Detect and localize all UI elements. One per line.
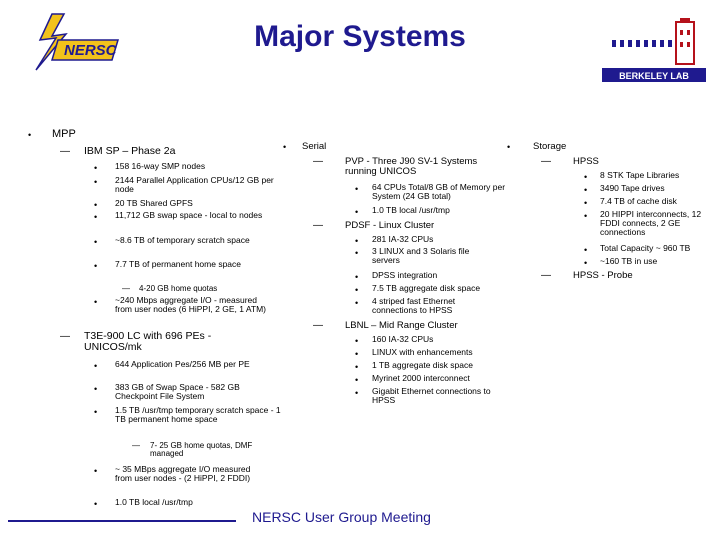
list-item: 8 STK Tape Libraries (600, 170, 680, 180)
list-item: 4 striped fast Ethernet connections to HPSS (372, 296, 456, 315)
footer-rule (8, 520, 236, 522)
bullet: • (584, 211, 588, 221)
bullet: • (355, 236, 359, 246)
list-item: 281 IA-32 CPUs (372, 234, 434, 244)
list-item: 644 Application Pes/256 MB per PE (115, 359, 250, 369)
bullet: • (94, 361, 98, 371)
bullet: • (355, 207, 359, 217)
storage-heading: Storage (533, 141, 567, 152)
list-item: 4-20 GB home quotas (139, 284, 218, 293)
berkeley-lab-text: BERKELEY LAB (619, 71, 689, 81)
bullet: • (94, 163, 98, 173)
list-item: 7.7 TB of permanent home space (115, 259, 242, 269)
bullet: • (584, 185, 588, 195)
hpss-probe-heading: HPSS - Probe (573, 270, 633, 281)
list-item: 11,712 GB swap space - local to nodes (115, 210, 263, 220)
bullet: • (283, 142, 287, 152)
bullet: • (355, 349, 359, 359)
bullet: • (355, 298, 359, 308)
list-item: ~ 35 MBps aggregate I/O measured from user nodes - (2 HiPPI, 2 FDDI) (115, 464, 251, 483)
bullet: • (28, 130, 32, 140)
list-item: Gigabit Ethernet connections to HPSS (372, 386, 491, 405)
bullet: • (94, 261, 98, 271)
dash: — (313, 156, 323, 167)
list-item: LINUX with enhancements (372, 347, 473, 357)
bullet: • (355, 272, 359, 282)
list-item: 7.5 TB aggregate disk space (372, 283, 481, 293)
list-item: ~160 TB in use (600, 256, 658, 266)
list-item: 20 HIPPI interconnects, 12 FDDI connects, 2 GE connections (600, 209, 702, 237)
bullet: • (94, 212, 98, 222)
dash: — (60, 146, 70, 157)
list-item: 1 TB aggregate disk space (372, 360, 473, 370)
t3e-heading: T3E-900 LC with 696 PEs - UNICOS/mk (84, 330, 212, 354)
list-item: 1.0 TB local /usr/tmp (115, 497, 193, 507)
bullet: • (584, 172, 588, 182)
bullet: • (94, 237, 98, 247)
list-item: DPSS integration (372, 270, 438, 280)
bullet: • (94, 407, 98, 417)
mpp-heading: MPP (52, 128, 76, 140)
bullet: • (355, 375, 359, 385)
bullet: • (355, 388, 359, 398)
pdsf-heading: PDSF - Linux Cluster (345, 220, 435, 231)
bullet: • (94, 177, 98, 187)
nersc-logo-text: NERSC (64, 42, 117, 59)
dash: — (541, 270, 551, 281)
list-item: ~8.6 TB of temporary scratch space (115, 235, 250, 245)
list-item: 7- 25 GB home quotas, DMF managed (150, 441, 253, 459)
dash: — (122, 284, 130, 293)
list-item: 158 16-way SMP nodes (115, 161, 206, 171)
list-item: 3490 Tape drives (600, 183, 665, 193)
ibm-sp-heading: IBM SP – Phase 2a (84, 145, 176, 157)
bullet: • (355, 184, 359, 194)
bullet: • (355, 285, 359, 295)
list-item: 20 TB Shared GPFS (115, 198, 193, 208)
bullet: • (584, 245, 588, 255)
bullet: • (94, 384, 98, 394)
list-item: 1.0 TB local /usr/tmp (372, 205, 450, 215)
list-item: 160 IA-32 CPUs (372, 334, 434, 344)
list-item: Myrinet 2000 interconnect (372, 373, 470, 383)
list-item: 2144 Parallel Application CPUs/12 GB per node (115, 175, 274, 194)
dash: — (541, 156, 551, 167)
bullet: • (94, 200, 98, 210)
dash: — (60, 331, 70, 342)
lbnl-heading: LBNL – Mid Range Cluster (345, 320, 458, 331)
bullet: • (94, 466, 98, 476)
bullet: • (355, 362, 359, 372)
hpss-heading: HPSS (573, 156, 599, 167)
footer-text: NERSC User Group Meeting (252, 509, 431, 525)
bullet: • (355, 248, 359, 258)
page-title: Major Systems (254, 20, 466, 53)
list-item: 3 LINUX and 3 Solaris file servers (372, 246, 470, 265)
list-item: Total Capacity ~ 960 TB (600, 243, 691, 253)
list-item: 7.4 TB of cache disk (600, 196, 677, 206)
bullet: • (94, 297, 98, 307)
dash: — (313, 320, 323, 331)
bullet: • (584, 258, 588, 268)
bullet: • (94, 499, 98, 509)
serial-heading: Serial (302, 141, 327, 152)
berkeley-lab-logo (600, 12, 710, 84)
bullet: • (507, 142, 511, 152)
dash: — (132, 441, 140, 450)
list-item: 1.5 TB /usr/tmp temporary scratch space - 1 TB permanent home space (115, 405, 281, 424)
bullet: • (355, 336, 359, 346)
bullet: • (584, 198, 588, 208)
pvp-heading: PVP - Three J90 SV-1 Systems running UNICOS (345, 156, 478, 177)
list-item: 64 CPUs Total/8 GB of Memory per System (24 GB total) (372, 182, 506, 201)
list-item: ~240 Mbps aggregate I/O - measured from user nodes (6 HiPPI, 2 GE, 1 ATM) (115, 295, 267, 314)
list-item: 383 GB of Swap Space - 582 GB Checkpoint File System (115, 382, 240, 401)
dash: — (313, 220, 323, 231)
